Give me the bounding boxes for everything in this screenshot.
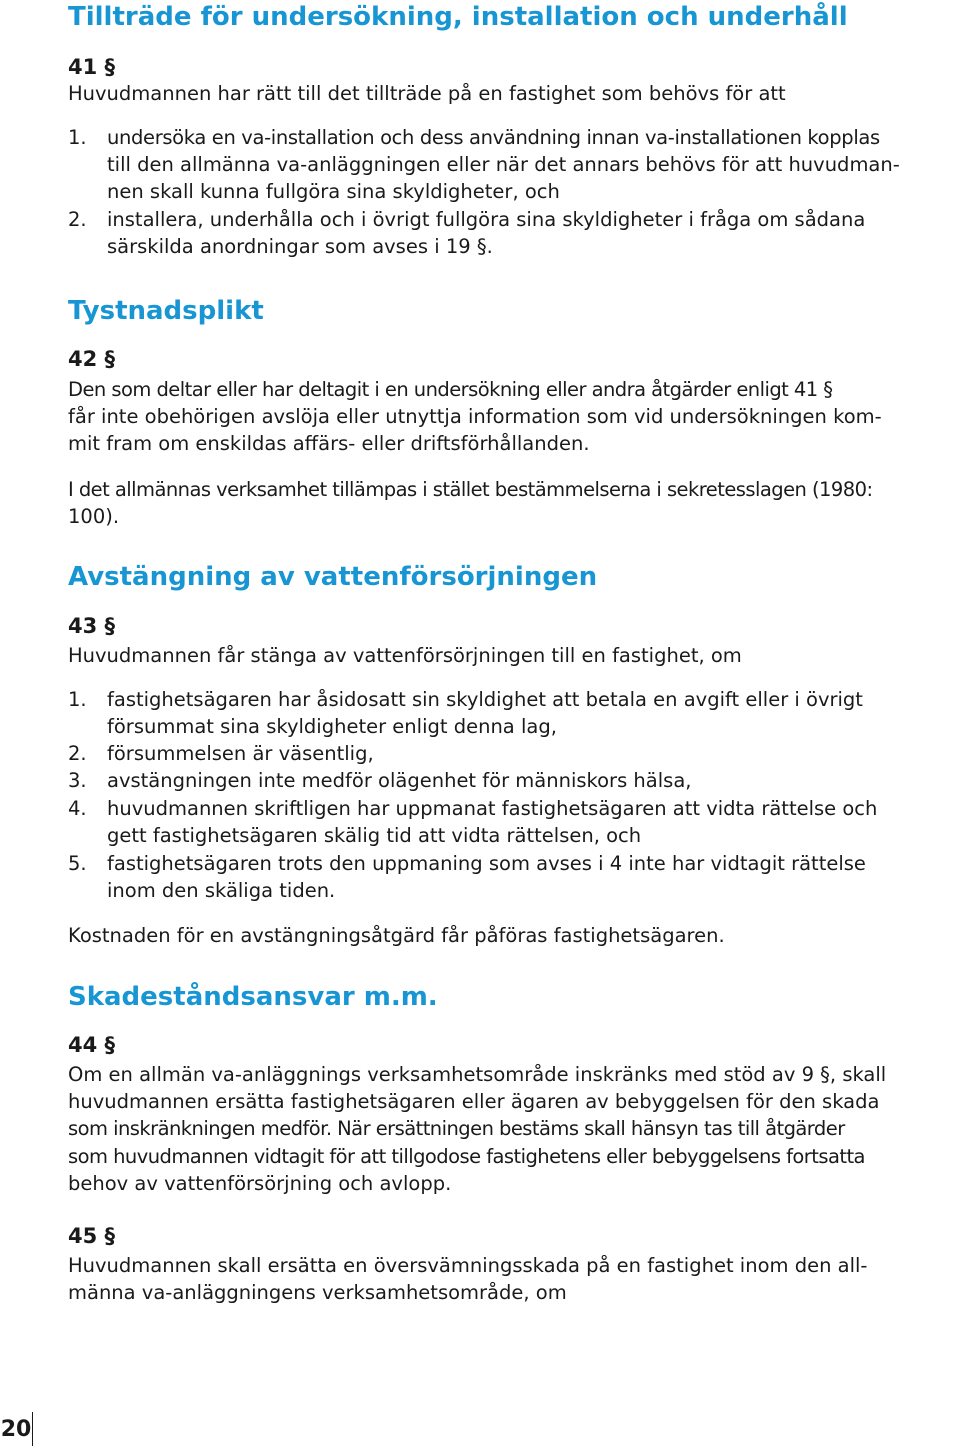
paragraph-42-line: Den som deltar eller har deltagit i en undersökning eller andra åtgärder enligt 41 §	[68, 378, 833, 401]
list-item-line: försummelsen är väsentlig,	[107, 742, 374, 765]
list-item-line: fastighetsägaren har åsidosatt sin skyldighet att betala en avgift eller i övrigt	[107, 688, 863, 711]
list-item-line: avstängningen inte medför olägenhet för människors hälsa,	[107, 769, 692, 792]
paragraph-44-line: som inskränkningen medför. När ersättningen bestäms skall hänsyn tas till åtgärder	[68, 1117, 845, 1140]
paragraph-45-line: Huvudmannen skall ersätta en översvämningsskada på en fastighet inom den all-	[68, 1254, 868, 1277]
list-item-line: särskilda anordningar som avses i 19 §.	[107, 235, 493, 258]
section-heading-confidentiality: Tystnadsplikt	[68, 296, 264, 326]
paragraph-42-line: I det allmännas verksamhet tillämpas i stället bestämmelserna i sekretesslagen (1980:	[68, 478, 873, 501]
list-item-number: 2.	[68, 208, 87, 231]
section-heading-access: Tillträde för undersökning, installation och underhåll	[68, 2, 848, 32]
list-item-line: nen skall kunna fullgöra sina skyldigheter, och	[107, 180, 560, 203]
section-heading-shutoff: Avstängning av vattenförsörjningen	[68, 562, 598, 592]
paragraph-44-line: behov av vattenförsörjning och avlopp.	[68, 1172, 452, 1195]
paragraph-41-intro: Huvudmannen har rätt till det tillträde på en fastighet som behövs för att	[68, 82, 786, 105]
paragraph-42-line: mit fram om enskildas affärs- eller driftsförhållanden.	[68, 432, 590, 455]
paragraph-43-intro: Huvudmannen får stänga av vattenförsörjningen till en fastighet, om	[68, 644, 742, 667]
list-item-line: gett fastighetsägaren skälig tid att vidta rättelsen, och	[107, 824, 642, 847]
list-item-number: 1.	[68, 126, 87, 149]
paragraph-number-44: 44 §	[68, 1033, 116, 1057]
list-item-line: fastighetsägaren trots den uppmaning som avses i 4 inte har vidtagit rättelse	[107, 852, 866, 875]
paragraph-number-43: 43 §	[68, 614, 116, 638]
paragraph-42-line: 100).	[68, 505, 120, 528]
list-item-number: 5.	[68, 852, 87, 875]
paragraph-45-line: männa va-anläggningens verksamhetsområde, om	[68, 1281, 567, 1304]
paragraph-43-closing: Kostnaden för en avstängningsåtgärd får påföras fastighetsägaren.	[68, 924, 725, 947]
list-item-line: undersöka en va-installation och dess användning innan va-installationen kopplas	[107, 126, 880, 149]
paragraph-44-line: som huvudmannen vidtagit för att tillgodose fastighetens eller bebyggelsens fortsatta	[68, 1145, 865, 1168]
paragraph-44-line: huvudmannen ersätta fastighetsägaren eller ägaren av bebyggelsen för den skada	[68, 1090, 880, 1113]
page-number: 20	[0, 1412, 33, 1446]
paragraph-44-line: Om en allmän va-anläggnings verksamhetsområde inskränks med stöd av 9 §, skall	[68, 1063, 887, 1086]
list-item-number: 2.	[68, 742, 87, 765]
list-item-line: till den allmänna va-anläggningen eller när det annars behövs för att huvudman-	[107, 153, 900, 176]
paragraph-42-line: får inte obehörigen avslöja eller utnyttja information som vid undersökningen kom-	[68, 405, 882, 428]
list-item-line: inom den skäliga tiden.	[107, 879, 336, 902]
list-item-line: försummat sina skyldigheter enligt denna lag,	[107, 715, 557, 738]
list-item-line: installera, underhålla och i övrigt fullgöra sina skyldigheter i fråga om sådana	[107, 208, 866, 231]
paragraph-number-41: 41 §	[68, 55, 116, 79]
paragraph-number-42: 42 §	[68, 347, 116, 371]
list-item-number: 1.	[68, 688, 87, 711]
section-heading-liability: Skadeståndsansvar m.m.	[68, 982, 438, 1012]
list-item-line: huvudmannen skriftligen har uppmanat fastighetsägaren att vidta rättelse och	[107, 797, 878, 820]
list-item-number: 4.	[68, 797, 87, 820]
paragraph-number-45: 45 §	[68, 1224, 116, 1248]
list-item-number: 3.	[68, 769, 87, 792]
